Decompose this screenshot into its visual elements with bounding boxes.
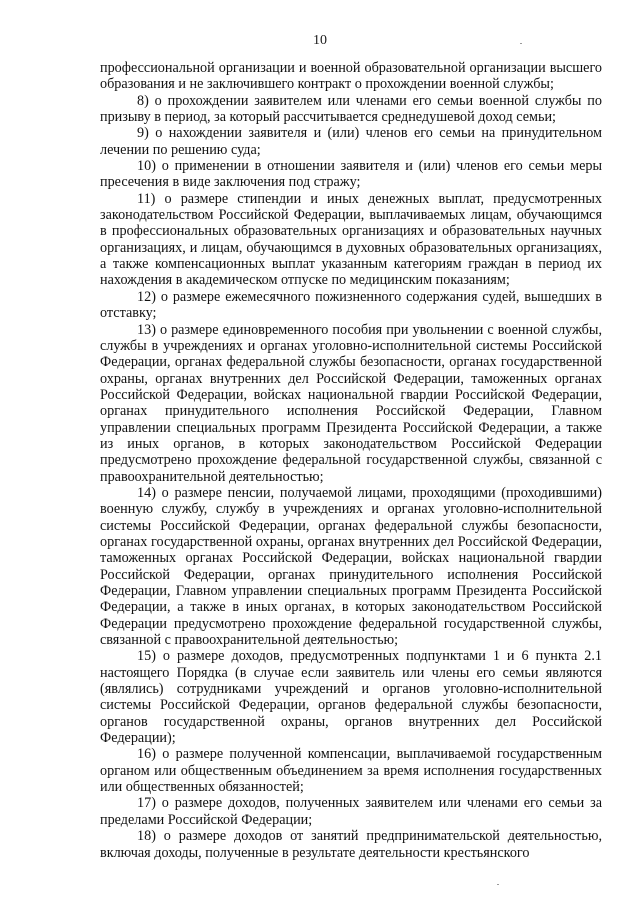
paragraph-item-14: 14) о размере пенсии, получаемой лицами, проходящими (проходившими) военную службу, службу в учреждениях и органах уголовно-исполнительной системы Российской Федерации, органах федеральной службы безопасности, органах государственной охраны, органах внутренних дел Российской Федерации, таможенных органах Российской Федерации, войсках национальной гвардии Российской Федерации, органах принудительного исполнения Российской Федерации, Главном управлении специальных программ Президента Российской Федерации, а также в иных органах, в которых законодательством Российской Федерации предусмотрено прохождение федеральной государственной службы, связанной с правоохранительной деятельностью; (100, 484, 602, 649)
paragraph-item-8: 8) о прохождении заявителем или членами его семьи военной службы по призыву в период, за который рассчитывается среднедушевой доход семьи; (100, 92, 602, 126)
paragraph-item-17: 17) о размере доходов, полученных заявителем или членами его семьи за пределами Российской Федерации; (100, 795, 602, 828)
paragraph-item-15: 15) о размере доходов, предусмотренных подпунктами 1 и 6 пункта 2.1 настоящего Порядка (в случае если заявитель или члены его семьи являются (являлись) сотрудниками учреждений и органов уголовно-исполнительной системы Российской Федерации, органов федеральной службы безопасности, органов государственной охраны, органов внутренних дел Российской Федерации); (100, 648, 602, 747)
page-number: 10 (313, 33, 327, 48)
paragraph-continuation: профессиональной организации и военной образовательной организации высшего образования и не заключившего контракт о прохождении военной службы; (100, 60, 602, 93)
paragraph-item-10: 10) о применении в отношении заявителя и (или) членов его семьи меры пресечения в виде заключения под стражу; (100, 158, 602, 191)
scan-speck (520, 43, 522, 44)
document-body (100, 60, 602, 861)
paragraph-item-13: 13) о размере единовременного пособия при увольнении с военной службы, службы в учреждениях и органах уголовно-исполнительной системы Российской Федерации, органах федеральной службы безопасности, органах государственной охраны, органах внутренних дел Российской Федерации, таможенных органах Российской Федерации, войсках национальной гвардии Российской Федерации, органах принудительного исполнения Российской Федерации, Главном управлении специальных программ Президента Российской Федерации, а также из иных органов, в которых законодательством Российской Федерации предусмотрено прохождение федеральной государственной службы, связанной с правоохранительной деятельностью; (100, 321, 602, 485)
paragraph-item-12: 12) о размере ежемесячного пожизненного содержания судей, вышедших в отставку; (100, 288, 602, 322)
paragraph-item-9: 9) о нахождении заявителя и (или) членов его семьи на принудительном лечении по решению суда; (100, 125, 602, 158)
paragraph-item-16: 16) о размере полученной компенсации, выплачиваемой государственным органом или общественным объединением за время исполнения государственных или общественных обязанностей; (100, 746, 602, 796)
paragraph-item-11: 11) о размере стипендии и иных денежных выплат, предусмотренных законодательством Российской Федерации, выплачиваемых лицам, обучающимся в профессиональных образовательных организациях и образовательных научных организациях, и лицам, обучающимся в духовных образовательных организациях, а также компенсационных выплат указанным категориям граждан в период их нахождения в академическом отпуске по медицинским показаниям; (100, 190, 602, 289)
scan-speck (497, 884, 499, 885)
paragraph-item-18: 18) о размере доходов от занятий предпринимательской деятельностью, включая доходы, полученные в результате деятельности крестьянского (100, 828, 602, 861)
